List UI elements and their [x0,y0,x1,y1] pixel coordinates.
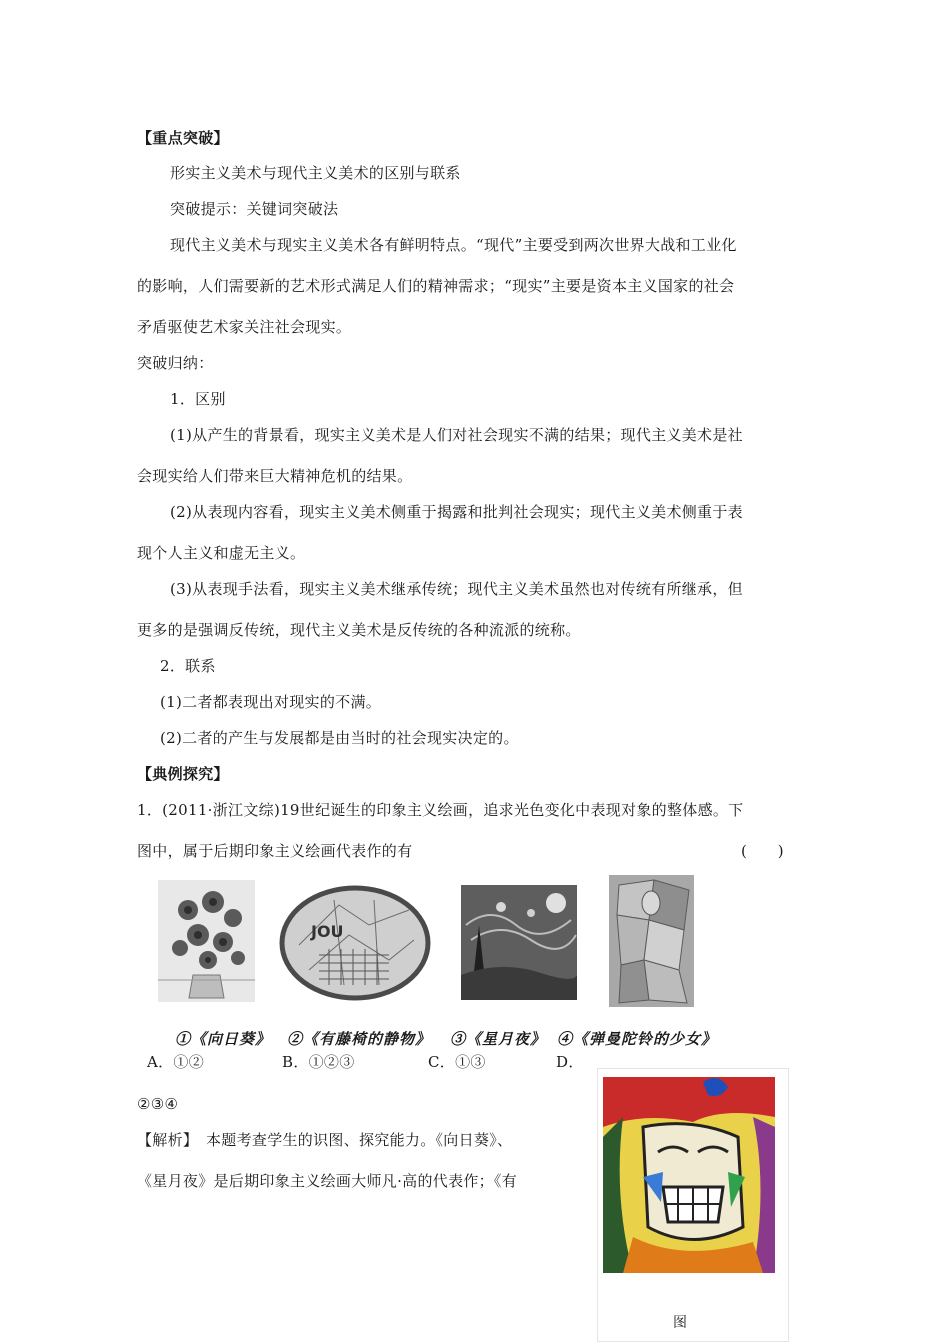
diff-item-3-line-1: (3)从表现手法看，现实主义美术继承传统；现代主义美术虽然也对传统有所继承，但 [170,580,743,598]
option-b-label: B．①②③ [282,1053,355,1071]
option-b[interactable] [282,1052,355,1072]
analysis-line-1: 【解析】 本题考查学生的识图、探究能力。《向日葵》、 [137,1131,513,1149]
option-d-continued: ②③④ [137,1095,179,1113]
painting-sunflowers [158,880,255,1002]
diff-title: 1．区别 [170,390,226,408]
link-item-2: (2)二者的产生与发展都是由当时的社会现实决定的。 [160,729,519,747]
question-line-1: 1．(2011·浙江文综)19世纪诞生的印象主义绘画，追求光色变化中表现对象的整体感。下 [137,801,744,819]
caption-1: ①《向日葵》 [175,1030,272,1048]
caption-2: ②《有藤椅的静物》 [287,1030,432,1048]
option-a-label: A．①② [147,1053,205,1071]
svg-text:JOU: JOU [311,922,344,941]
question-line-2: 图中，属于后期印象主义绘画代表作的有 [137,842,413,860]
link-title: 2．联系 [160,657,216,675]
hint-line: 突破提示：关键词突破法 [170,200,339,218]
figure-caption: 图 [673,1315,687,1331]
para1-line-2: 的影响，人们需要新的艺术形式满足人们的精神需求；“现实”主要是资本主义国家的社会 [137,277,735,295]
para1-line-3: 矛盾驱使艺术家关注社会现实。 [137,318,352,336]
caption-3: ③《星月夜》 [450,1030,547,1048]
summary-label: 突破归纳： [137,354,214,372]
option-c[interactable] [428,1052,486,1072]
link-item-1: (1)二者都表现出对现实的不满。 [160,693,382,711]
painting-weeping-woman [603,1077,775,1273]
section-title-example: 【典例探究】 [137,765,229,783]
option-c-label: C．①③ [428,1053,486,1071]
option-d-label: D． [556,1053,584,1071]
para1-line-1: 现代主义美术与现实主义美术各有鲜明特点。“现代”主要受到两次世界大战和工业化 [170,236,737,254]
analysis-line-2: 《星月夜》是后期印象主义绘画大师凡·高的代表作；《有 [137,1172,518,1190]
painting-girl-with-mandolin [609,875,694,1007]
caption-4: ④《弹曼陀铃的少女》 [557,1030,718,1048]
diff-item-3-line-2: 更多的是强调反传统，现代主义美术是反传统的各种流派的统称。 [137,621,581,639]
diff-item-2-line-1: (2)从表现内容看，现实主义美术侧重于揭露和批判社会现实；现代主义美术侧重于表 [170,503,743,521]
painting-still-life-chair-caning [279,885,431,1002]
figure-frame [597,1068,789,1342]
key-topic: 形实主义美术与现代主义美术的区别与联系 [170,164,461,182]
answer-blank: ( ) [741,842,784,860]
painting-starry-night [461,885,577,1000]
option-a[interactable] [147,1052,204,1072]
diff-item-1-line-2: 会现实给人们带来巨大精神危机的结果。 [137,467,413,485]
diff-item-1-line-1: (1)从产生的背景看，现实主义美术是人们对社会现实不满的结果；现代主义美术是社 [170,426,743,444]
section-title-key: 【重点突破】 [137,129,229,147]
option-d[interactable] [556,1052,584,1072]
diff-item-2-line-2: 现个人主义和虚无主义。 [137,544,306,562]
